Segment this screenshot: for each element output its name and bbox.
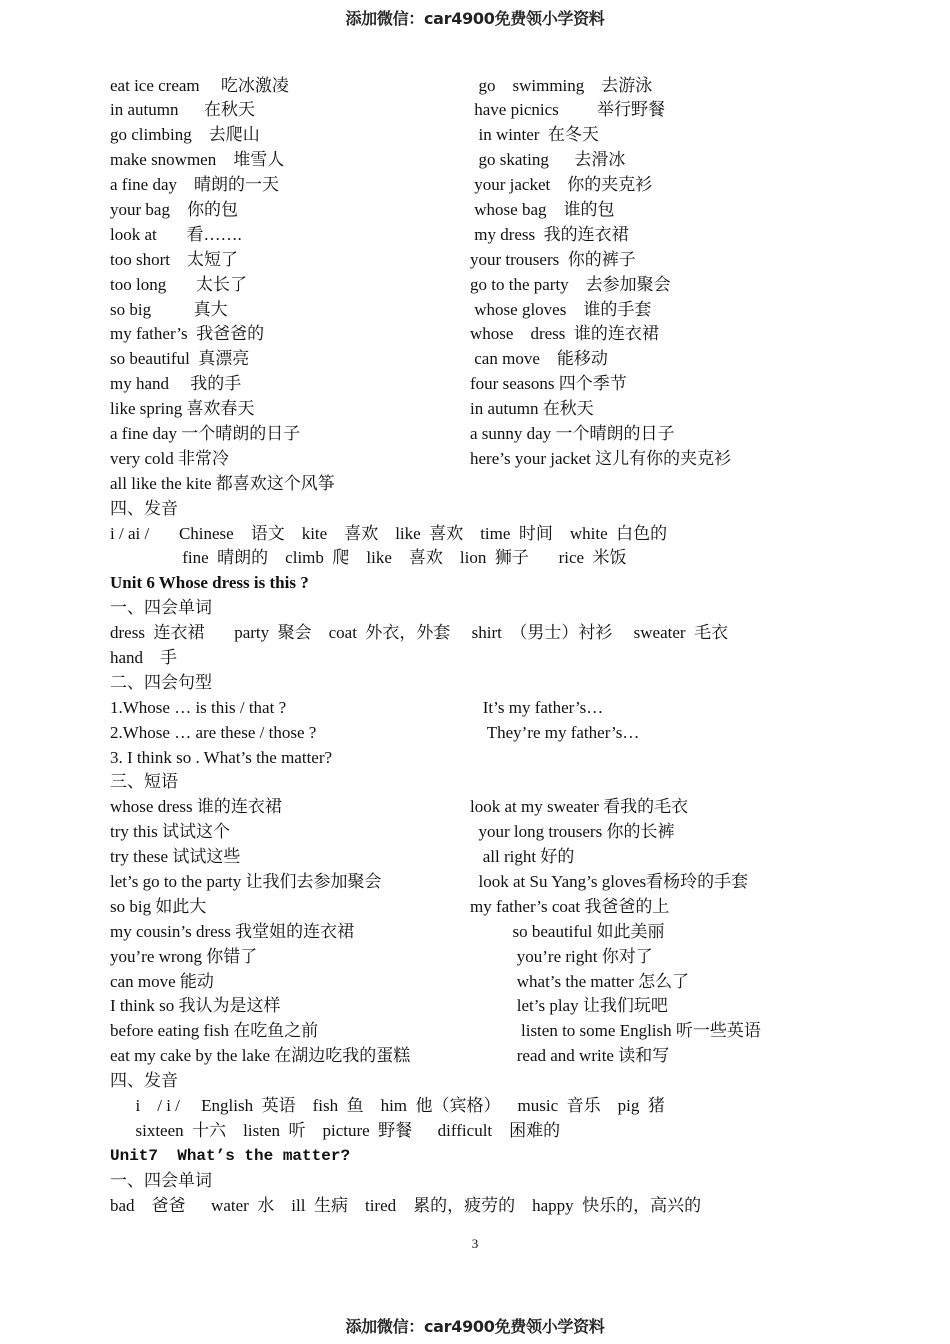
text-line <box>110 372 870 397</box>
text-line <box>110 546 870 571</box>
line-left-text: so big 真大 <box>110 299 228 319</box>
text-line <box>110 845 870 870</box>
line-left-text: let’s go to the party 让我们去参加聚会 <box>110 872 382 891</box>
text-line <box>110 1094 870 1119</box>
text-line <box>110 870 870 895</box>
text-line <box>110 74 870 99</box>
line-right-text: my dress 我的连衣裙 <box>470 224 629 244</box>
line-left-text: very cold 非常冷 <box>110 448 229 468</box>
line-right-text: whose dress 谁的连衣裙 <box>470 324 659 344</box>
text-line <box>110 696 870 721</box>
line-right-text: listen to some English 听一些英语 <box>470 1021 761 1041</box>
document-body <box>110 74 870 1219</box>
line-left-text: 四、发音 <box>110 498 178 518</box>
line-right-text: four seasons 四个季节 <box>470 374 627 394</box>
text-line <box>110 447 870 472</box>
line-right-text: my father’s coat 我爸爸的上 <box>470 896 670 916</box>
line-right-text: go swimming 去游泳 <box>470 75 653 95</box>
text-line <box>110 646 870 671</box>
line-right-text: what’s the matter 怎么了 <box>470 971 690 991</box>
line-right-text: look at Su Yang’s gloves看杨玲的手套 <box>470 872 749 891</box>
line-right-text: your jacket 你的夹克衫 <box>470 175 653 195</box>
line-left-text: Unit 6 Whose dress is this ? <box>110 573 309 593</box>
line-left-text: bad 爸爸 water 水 ill 生病 tired 累的，疲劳的 happy 快乐的，高兴的 <box>110 1195 702 1215</box>
line-left-text: I think so 我认为是这样 <box>110 996 281 1016</box>
line-right-text: let’s play 让我们玩吧 <box>470 996 668 1016</box>
line-left-text: sixteen 十六 listen 听 picture 野餐 difficult 困难的 <box>110 1120 561 1140</box>
line-left-text: 3. I think so . What’s the matter? <box>110 747 333 767</box>
text-line <box>110 322 870 347</box>
text-line <box>110 298 870 323</box>
line-right-text: look at my sweater 看我的毛衣 <box>470 797 689 817</box>
text-line <box>110 770 870 795</box>
line-left-text: i / ai / Chinese 语文 kite 喜欢 like 喜欢 time 时间 white 白色的 <box>110 523 668 543</box>
line-left-text: before eating fish 在吃鱼之前 <box>110 1021 319 1041</box>
line-right-text: in winter 在冬天 <box>470 125 599 145</box>
text-line <box>110 920 870 945</box>
text-line <box>110 123 870 148</box>
line-left-text: so big 如此大 <box>110 896 207 916</box>
text-line <box>110 273 870 298</box>
line-left-text: a fine day 晴朗的一天 <box>110 175 280 195</box>
text-line <box>110 895 870 920</box>
line-right-text: can move 能移动 <box>470 349 608 369</box>
line-left-text: look at 看……. <box>110 224 242 244</box>
line-left-text: you’re wrong 你错了 <box>110 946 258 966</box>
page-number: 3 <box>471 1236 479 1251</box>
line-left-text: 三、短语 <box>110 772 178 792</box>
text-line <box>110 820 870 845</box>
text-line <box>110 1119 870 1144</box>
line-right-text: go to the party 去参加聚会 <box>470 274 671 294</box>
text-line <box>110 422 870 447</box>
line-right-text: all right 好的 <box>470 847 575 867</box>
text-line <box>110 397 870 422</box>
line-left-text: dress 连衣裙 party 聚会 coat 外衣，外套 shirt （男士）衬衫 sweater 毛衣 <box>110 623 729 643</box>
line-left-text: a fine day 一个晴朗的日子 <box>110 423 301 443</box>
line-left-text: try this 试试这个 <box>110 822 230 842</box>
line-right-text: in autumn 在秋天 <box>470 399 594 419</box>
line-right-text: you’re right 你对了 <box>470 946 653 966</box>
text-line <box>110 621 870 646</box>
text-line <box>110 1069 870 1094</box>
line-right-text: your trousers 你的裤子 <box>470 249 636 269</box>
line-left-text: my cousin’s dress 我堂姐的连衣裙 <box>110 921 355 941</box>
line-right-text: here’s your jacket 这儿有你的夹克衫 <box>470 448 732 468</box>
line-left-text: my father’s 我爸爸的 <box>110 324 265 344</box>
watermark-top: 添加微信：car4900免费领小学资料 <box>345 9 605 28</box>
text-line <box>110 198 870 223</box>
line-left-text: go climbing 去爬山 <box>110 125 260 145</box>
line-left-text: 一、四会单词 <box>110 1170 212 1190</box>
text-line <box>110 248 870 273</box>
line-right-text: a sunny day 一个晴朗的日子 <box>470 423 675 443</box>
line-left-text: eat my cake by the lake 在湖边吃我的蛋糕 <box>110 1046 411 1066</box>
line-right-text: It’s my father’s… <box>470 697 604 717</box>
line-right-text: have picnics 举行野餐 <box>470 100 665 120</box>
text-line <box>110 98 870 123</box>
text-line <box>110 223 870 248</box>
line-left-text: so beautiful 真漂亮 <box>110 349 250 369</box>
text-line <box>110 671 870 696</box>
line-left-text: too long 太长了 <box>110 274 247 294</box>
text-line <box>110 1044 870 1069</box>
text-line <box>110 945 870 970</box>
text-line <box>110 522 870 547</box>
text-line <box>110 1144 870 1169</box>
text-line <box>110 795 870 820</box>
line-left-text: make snowmen 堆雪人 <box>110 150 285 170</box>
line-right-text: read and write 读和写 <box>470 1046 670 1066</box>
text-line <box>110 746 870 771</box>
text-line <box>110 994 870 1019</box>
line-left-text: 四、发音 <box>110 1071 178 1091</box>
line-right-text: whose gloves 谁的手套 <box>470 299 652 319</box>
line-left-text: 二、四会句型 <box>110 672 212 692</box>
line-right-text: your long trousers 你的长裤 <box>470 822 675 842</box>
text-line <box>110 173 870 198</box>
line-left-text: my hand 我的手 <box>110 374 242 394</box>
line-right-text: They’re my father’s… <box>470 722 640 742</box>
text-line <box>110 148 870 173</box>
text-line <box>110 497 870 522</box>
line-left-text: 1.Whose … is this / that ? <box>110 697 287 717</box>
line-left-text: too short 太短了 <box>110 249 238 269</box>
text-line <box>110 1019 870 1044</box>
line-left-text: whose dress 谁的连衣裙 <box>110 797 282 817</box>
text-line <box>110 571 870 596</box>
line-left-text: like spring 喜欢春天 <box>110 399 255 419</box>
text-line <box>110 721 870 746</box>
line-left-text: i / i / English 英语 fish 鱼 him 他（宾格） music 音乐 pig 猪 <box>110 1096 665 1116</box>
line-left-text: in autumn 在秋天 <box>110 100 255 120</box>
text-line <box>110 347 870 372</box>
text-line <box>110 970 870 995</box>
text-line <box>110 596 870 621</box>
line-left-text: Unit7 What’s the matter? <box>110 1146 351 1165</box>
line-left-text: 一、四会单词 <box>110 598 212 618</box>
line-left-text: all like the kite 都喜欢这个风筝 <box>110 473 335 493</box>
line-left-text: can move 能动 <box>110 971 214 991</box>
line-right-text: so beautiful 如此美丽 <box>470 921 665 941</box>
line-left-text: hand 手 <box>110 647 178 667</box>
line-left-text: eat ice cream 吃冰激凌 <box>110 75 289 95</box>
line-left-text: fine 晴朗的 climb 爬 like 喜欢 lion 狮子 rice 米饭 <box>110 548 627 568</box>
line-left-text: try these 试试这些 <box>110 847 241 867</box>
line-right-text: whose bag 谁的包 <box>470 199 615 219</box>
watermark-bottom: 添加微信：car4900免费领小学资料 <box>345 1317 605 1336</box>
line-left-text: 2.Whose … are these / those ? <box>110 722 317 742</box>
text-line <box>110 1194 870 1219</box>
text-line <box>110 1169 870 1194</box>
line-right-text: go skating 去滑冰 <box>470 150 626 170</box>
text-line <box>110 472 870 497</box>
line-left-text: your bag 你的包 <box>110 199 238 219</box>
